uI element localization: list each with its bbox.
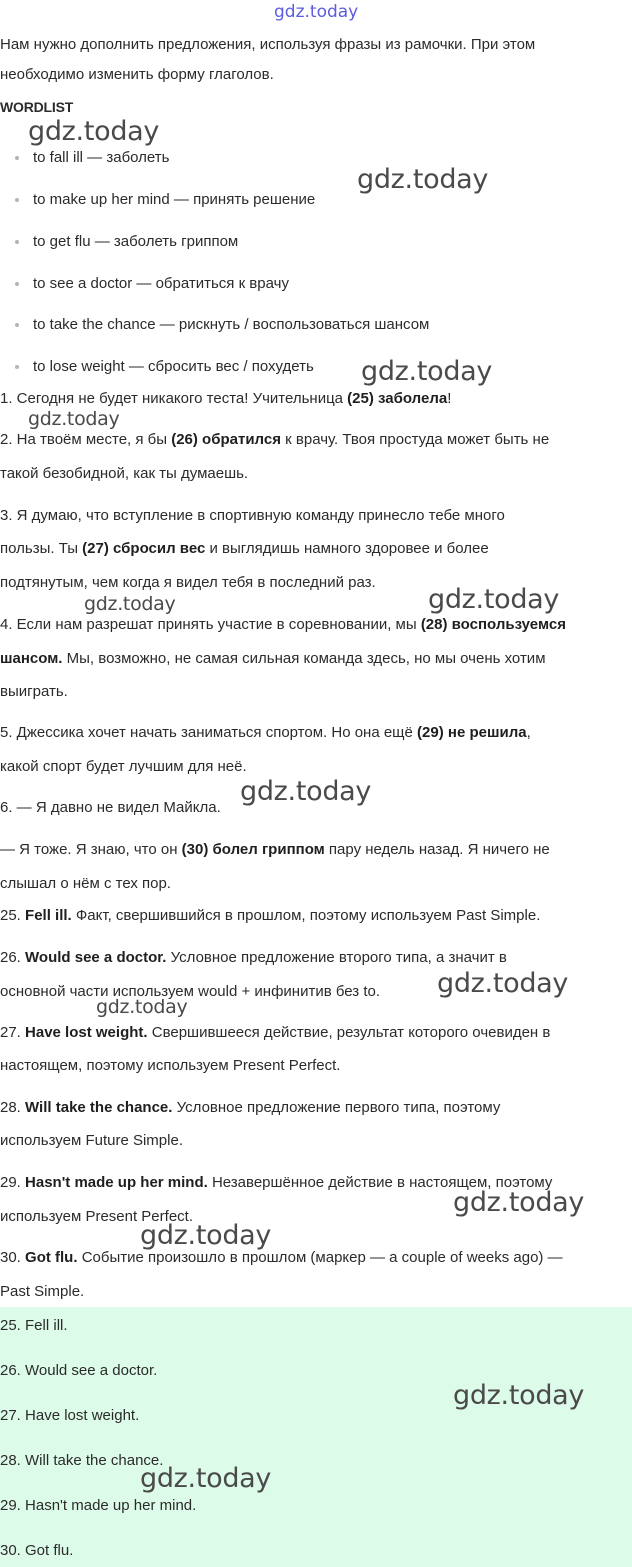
answer-highlight: (28) воспользуемся [420, 616, 566, 633]
answer-highlight: (27) сбросил вес [82, 540, 206, 557]
wordlist-item-label: to lose weight — сбросить вес / похудеть [33, 358, 314, 375]
answer-block [0, 1307, 632, 1567]
intro-line-1: Нам нужно дополнить предложения, используя фразы из рамочки. При этом [0, 36, 536, 53]
explanation-28-line-2: используем Future Simple. [0, 1132, 183, 1149]
answer-item: 29. Hasn't made up her mind. [0, 1497, 197, 1514]
answer-highlight: шансом. [0, 650, 63, 667]
answer-highlight: (25) заболела [347, 390, 448, 407]
watermark: gdz.today [140, 1220, 272, 1251]
sentence-1: 1. Сегодня не будет никакого теста! Учительница (25) заболела! [0, 390, 452, 407]
watermark: gdz.today [357, 164, 489, 195]
intro-line-2: необходимо изменить форму глаголов. [0, 66, 274, 83]
answer-item: 25. Fell ill. [0, 1317, 68, 1334]
bullet-icon [15, 282, 19, 286]
explanation-28: 28. Will take the chance. Условное предложение первого типа, поэтому [0, 1099, 501, 1116]
sentence-4-line-3: выиграть. [0, 683, 68, 700]
explanation-27: 27. Have lost weight. Свершившееся действие, результат которого очевиден в [0, 1024, 551, 1041]
wordlist-item-label: to fall ill — заболеть [33, 149, 170, 166]
sentence-6: 6. — Я давно не видел Майкла. [0, 799, 221, 816]
answer-item: 28. Will take the chance. [0, 1452, 164, 1469]
sentence-3: 3. Я думаю, что вступление в спортивную команду принесло тебе много [0, 507, 505, 524]
watermark: gdz.today [361, 356, 493, 387]
wordlist-item-label: to see a doctor — обратиться к врачу [33, 275, 289, 292]
watermark: gdz.today [28, 116, 160, 147]
explanation-30-line-2: Past Simple. [0, 1283, 85, 1300]
sentence-4: 4. Если нам разрешат принять участие в соревновании, мы (28) воспользуемся [0, 616, 566, 633]
explanation-25: 25. Fell ill. Факт, свершившийся в прошлом, поэтому используем Past Simple. [0, 907, 541, 924]
wordlist-heading: WORDLIST [0, 99, 74, 115]
bullet-icon [15, 365, 19, 369]
explanation-29: 29. Hasn't made up her mind. Незавершённое действие в настоящем, поэтому [0, 1174, 553, 1191]
site-logo[interactable]: gdz.today [274, 2, 359, 22]
wordlist-item-label: to get flu — заболеть гриппом [33, 233, 239, 250]
explanation-29-line-2: используем Present Perfect. [0, 1208, 193, 1225]
sentence-2-line-2: такой безобидной, как ты думаешь. [0, 465, 249, 482]
answer-highlight: (30) болел гриппом [181, 841, 325, 858]
watermark: gdz.today [28, 408, 120, 430]
answer-highlight: (26) обратился [171, 431, 281, 448]
sentence-6-line-2: — Я тоже. Я знаю, что он (30) болел гриппом пару недель назад. Я ничего не [0, 841, 550, 858]
answer-item: 27. Have lost weight. [0, 1407, 140, 1424]
sentence-5-line-2: какой спорт будет лучшим для неё. [0, 758, 247, 775]
watermark: gdz.today [428, 584, 560, 615]
bullet-icon [15, 198, 19, 202]
explanation-26-line-2: основной части используем would + инфинитив без to. [0, 983, 381, 1000]
watermark: gdz.today [453, 1187, 585, 1218]
watermark: gdz.today [140, 1463, 272, 1494]
watermark: gdz.today [84, 593, 176, 615]
explanation-30: 30. Got flu. Событие произошло в прошлом (маркер — a couple of weeks ago) — [0, 1249, 563, 1266]
sentence-4-line-2: шансом. Мы, возможно, не самая сильная команда здесь, но мы очень хотим [0, 650, 546, 667]
sentence-2: 2. На твоём месте, я бы (26) обратился к врачу. Твоя простуда может быть не [0, 431, 550, 448]
watermark: gdz.today [453, 1380, 585, 1411]
sentence-3-line-2: пользы. Ты (27) сбросил вес и выглядишь намного здоровее и более [0, 540, 489, 557]
explanation-27-line-2: настоящем, поэтому используем Present Perfect. [0, 1057, 341, 1074]
sentence-3-line-3: подтянутым, чем когда я видел тебя в последний раз. [0, 574, 376, 591]
bullet-icon [15, 156, 19, 160]
sentence-6-line-3: слышал о нём с тех пор. [0, 875, 171, 892]
bullet-icon [15, 240, 19, 244]
wordlist-item-label: to take the chance — рискнуть / воспользоваться шансом [33, 316, 430, 333]
explanation-26: 26. Would see a doctor. Условное предложение второго типа, а значит в [0, 949, 507, 966]
watermark: gdz.today [240, 776, 372, 807]
answer-item: 26. Would see a doctor. [0, 1362, 158, 1379]
answer-item: 30. Got flu. [0, 1542, 74, 1559]
answer-highlight: (29) не решила [417, 724, 527, 741]
bullet-icon [15, 323, 19, 327]
sentence-5: 5. Джессика хочет начать заниматься спортом. Но она ещё (29) не решила, [0, 724, 531, 741]
watermark: gdz.today [437, 968, 569, 999]
watermark: gdz.today [96, 996, 188, 1018]
wordlist-item-label: to make up her mind — принять решение [33, 191, 316, 208]
